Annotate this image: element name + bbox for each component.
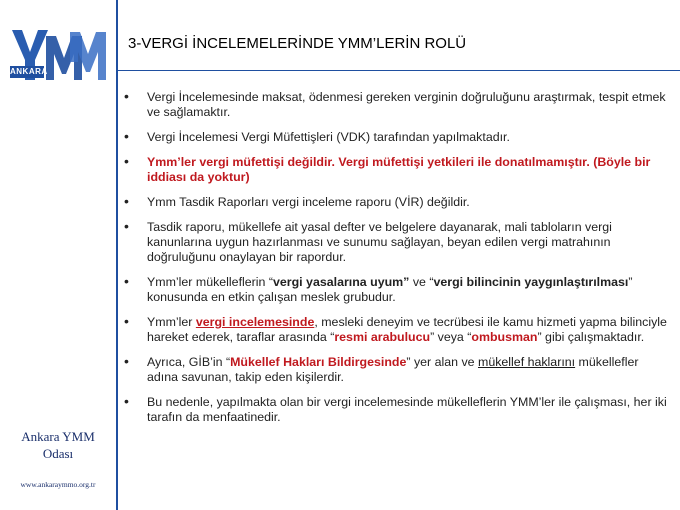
list-item: [124, 275, 670, 305]
bullet-icon: •: [124, 153, 129, 169]
bullet-text-part: ” gibi çalışmaktadır.: [537, 330, 645, 344]
page-title: 3-VERGİ İNCELEMELERİNDE YMM’LERİN ROLÜ: [128, 35, 467, 52]
bullet-text: Tasdik raporu, mükellefe ait yasal defter ve belgelere dayanarak, mali tabloların vergi kanunlarına uygun hazırlanması ve sunumu sağlayan, beyan edilen vergi matrahının doğruluğunu onaylayan bir rapordur.: [147, 220, 612, 264]
bullet-text-bold: vergi yasalarına uyum”: [273, 275, 410, 289]
bullet-icon: •: [124, 218, 129, 234]
list-item: [124, 90, 670, 120]
bullet-icon: •: [124, 193, 129, 209]
list-item: [124, 130, 670, 145]
bullet-icon: •: [124, 273, 129, 289]
bullet-text-part: Ymm’ler mükelleflerin “: [147, 275, 273, 289]
bullet-text-part: mükellefler adına savunan, takip eden kişilerdir.: [147, 355, 639, 384]
bullet-text-emphasis: resmi arabulucu: [334, 330, 431, 344]
org-name: [0, 428, 116, 462]
bullet-text-part: ” konusunda en etkin çalışan meslek grubudur.: [147, 275, 633, 304]
bullet-text-part: , mesleki deneyim ve tecrübesi ile kamu hizmeti yapma bilinciyle hareket ederek, taraflar arasında “: [147, 315, 667, 344]
bullet-text-part: ” veya “: [430, 330, 472, 344]
bullet-icon: •: [124, 88, 129, 104]
list-item: [124, 355, 670, 385]
bullet-text-part: Ayrıca, GİB’in “: [147, 355, 231, 369]
bullet-text-emphasis: Ymm’ler vergi müfettişi değildir. Vergi müfettişi yetkileri ile donatılmamıştır. (Böyle bir iddiası da yoktur): [147, 155, 651, 184]
bullet-text-emphasis: Mükellef Hakları Bildirgesinde: [230, 355, 407, 369]
bullet-text-part: ” yer alan ve: [406, 355, 478, 369]
bullet-text-part: ve “: [409, 275, 434, 289]
bullet-text: Ymm Tasdik Raporları vergi inceleme raporu (VİR) değildir.: [147, 195, 470, 209]
list-item: [124, 395, 670, 425]
list-item: [124, 220, 670, 265]
logo-text: ANKARA: [10, 67, 48, 76]
bullet-text: Vergi İncelemesinde maksat, ödenmesi gereken verginin doğruluğunu araştırmak, tespit etmek ve sağlamaktır.: [147, 90, 666, 119]
org-name-line1: Ankara YMM: [21, 429, 95, 444]
bullet-icon: •: [124, 128, 129, 144]
bullet-text-emphasis: ombusman: [471, 330, 538, 344]
bullet-text-bold: vergi bilincinin yaygınlaştırılması: [433, 275, 629, 289]
bullet-icon: •: [124, 393, 129, 409]
bullet-text-link-red[interactable]: vergi incelemesinde: [195, 315, 315, 329]
bullet-icon: •: [124, 313, 129, 329]
bullet-list: [124, 90, 670, 425]
bullet-text: Vergi İncelemesi Vergi Müfettişleri (VDK) tarafından yapılmaktadır.: [147, 130, 510, 144]
bullet-icon: •: [124, 353, 129, 369]
bullet-text-link[interactable]: mükellef haklarını: [478, 355, 576, 369]
list-item: [124, 195, 670, 210]
header-divider: [116, 70, 680, 71]
org-name-line2: Odası: [42, 446, 74, 461]
bullet-text: Bu nedenle, yapılmakta olan bir vergi incelemesinde mükelleflerin YMM’ler ile çalışması, her iki tarafın da menfaatinedir.: [147, 395, 667, 424]
list-item: [124, 315, 670, 345]
org-url[interactable]: www.ankaraymmo.org.tr: [20, 480, 96, 489]
ymm-logo: [8, 22, 108, 92]
bullet-text-part: Ymm’ler: [147, 315, 196, 329]
sidebar: [0, 0, 116, 510]
sidebar-divider: [116, 0, 118, 510]
list-item: [124, 155, 670, 185]
